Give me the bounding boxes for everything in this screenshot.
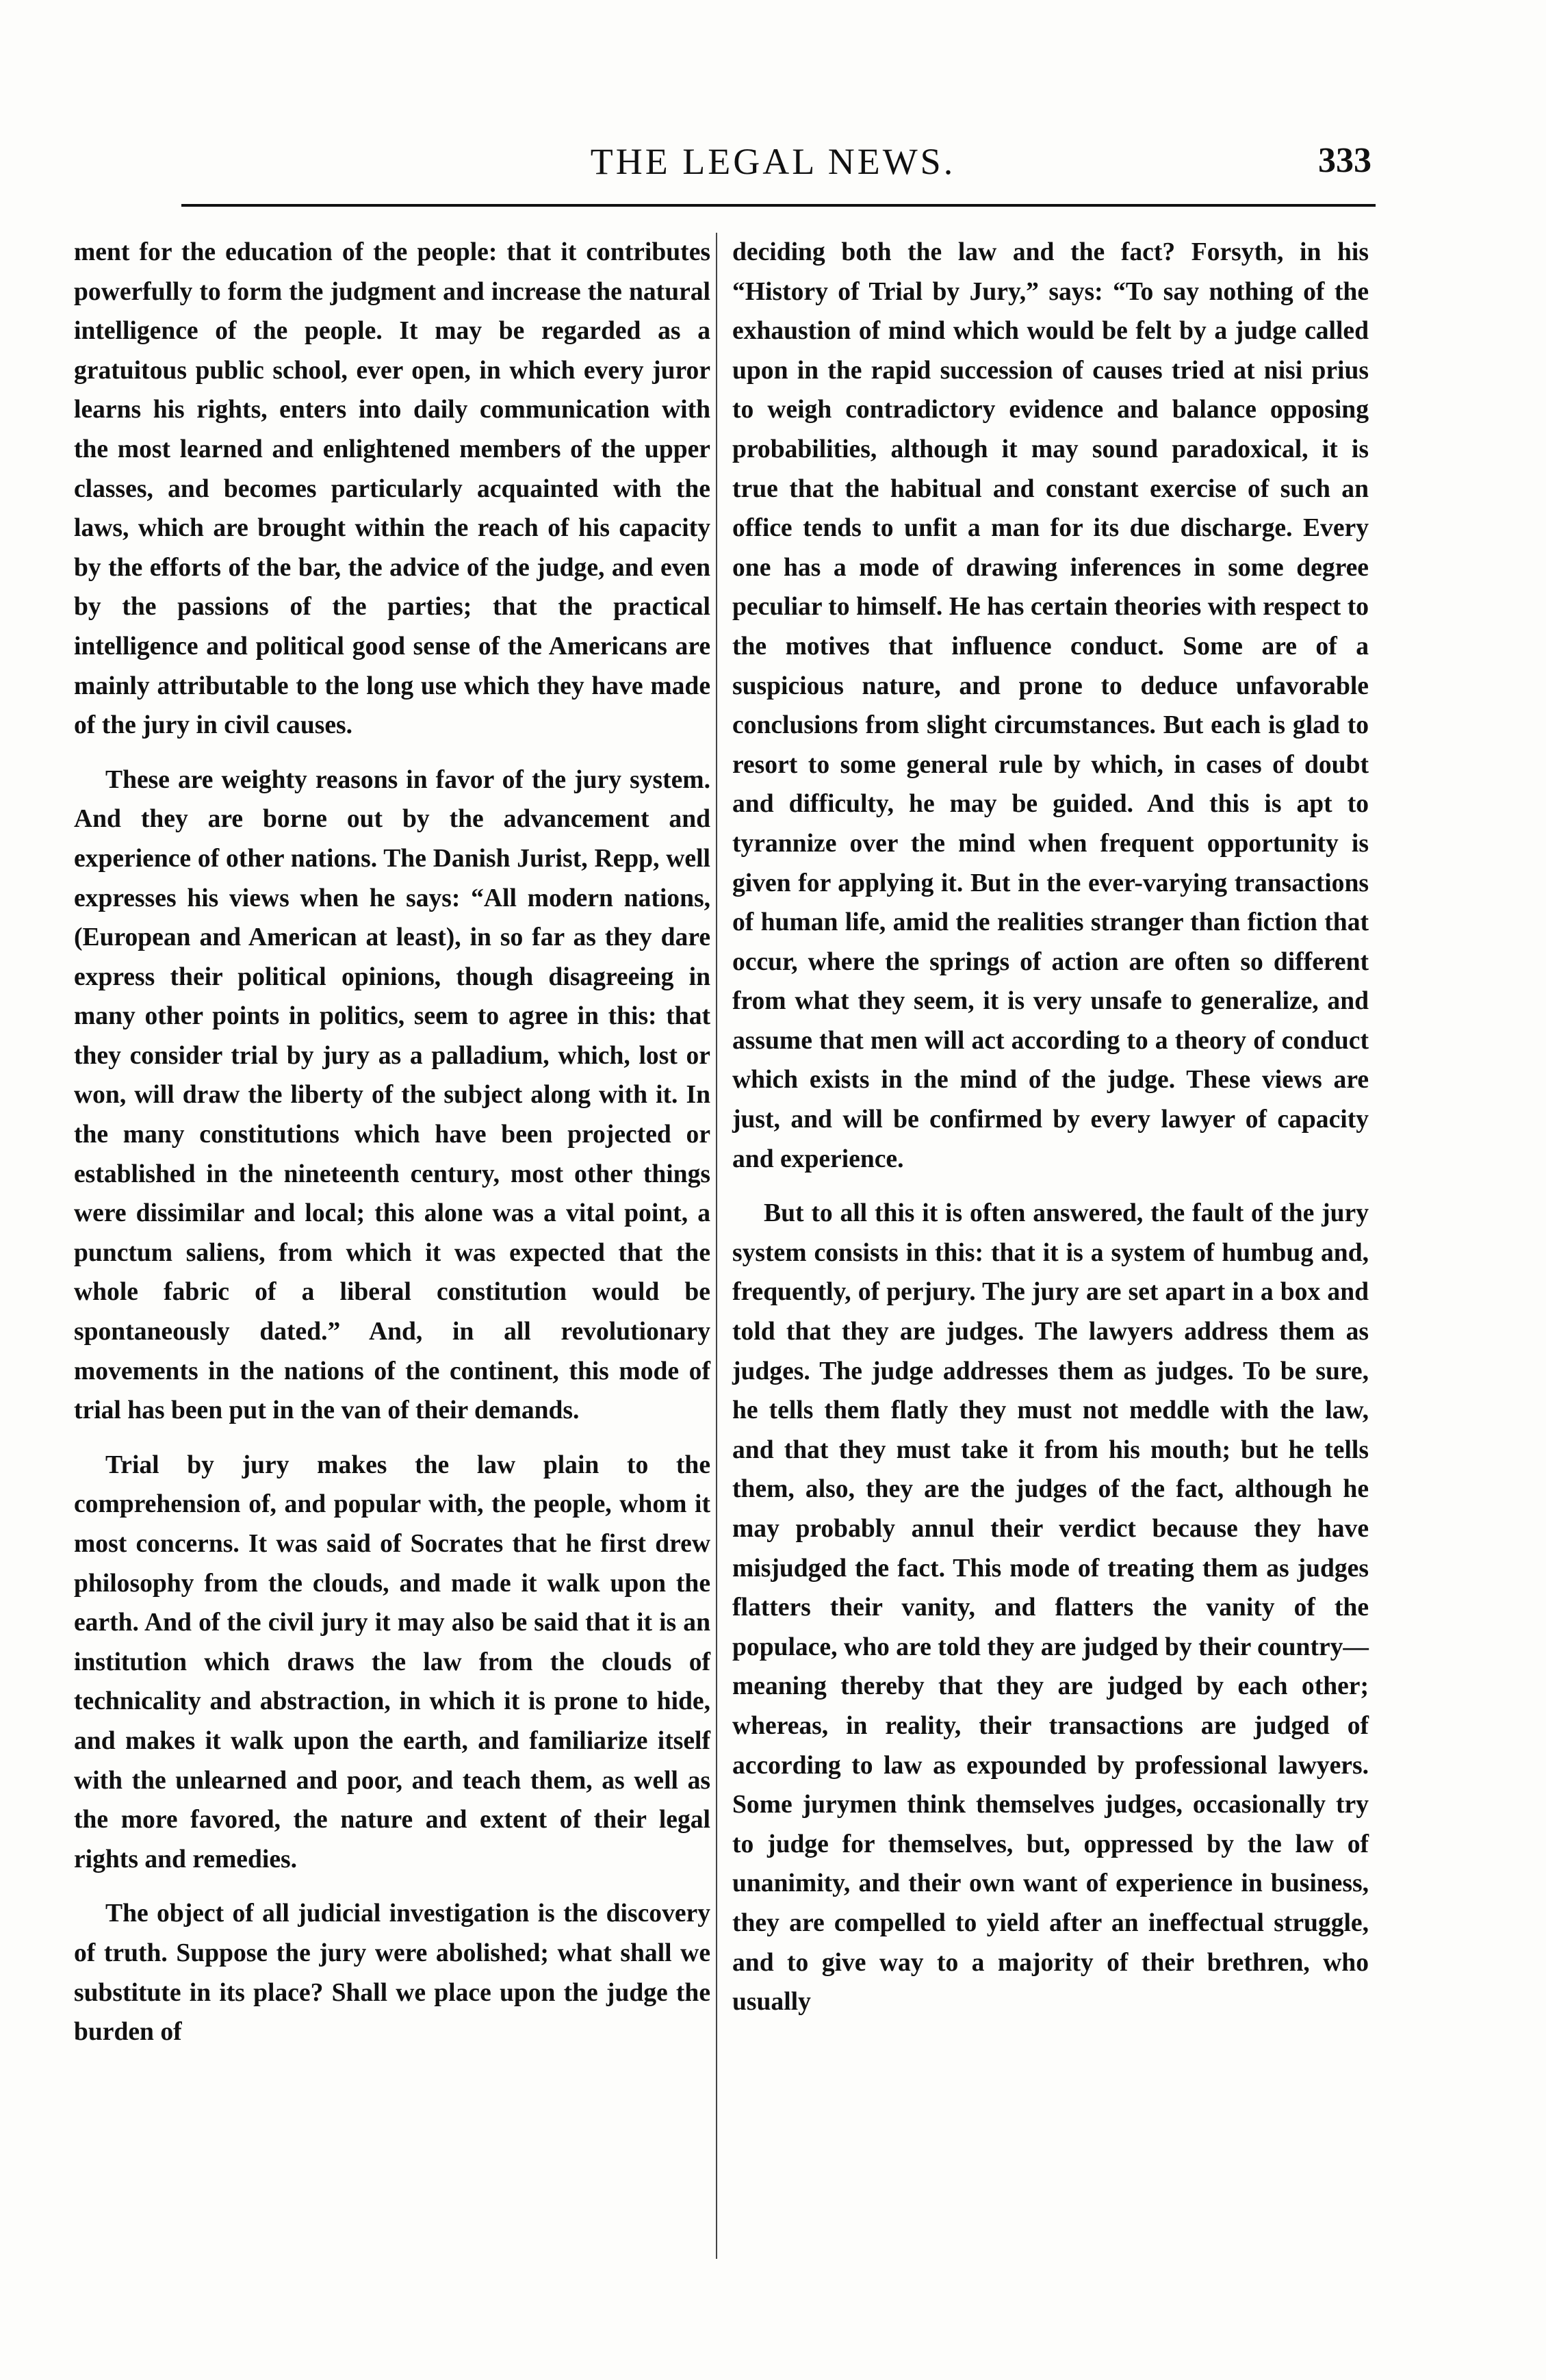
column-divider [716,233,717,2259]
header-rule [181,204,1376,207]
page-header [0,140,1546,195]
right-paragraph-1: deciding both the law and the fact? Forsyth, in his “History of Trial by Jury,” says: “To say nothing of the exhaustion of mind which would be felt by a judge called upon in the rapid succession of causes tried at nisi prius to weigh contradictory evidence and balance opposing probabilities, although it may sound paradoxical, it is true that the habitual and constant exercise of such an office tends to unfit a man for its due discharge. Every one has a mode of drawing inferences in some degree peculiar to himself. He has certain theories with respect to the motives that influence conduct. Some are of a suspicious nature, and prone to deduce unfavorable conclusions from slight circumstances. But each is glad to resort to some general rule by which, in cases of doubt and difficulty, he may be guided. And this is apt to tyrannize over the mind when frequent opportunity is given for applying it. But in the ever-varying transactions of human life, amid the realities stranger than fiction that occur, where the springs of action are often so different from what they seem, it is very unsafe to generalize, and assume that men will act according to a theory of conduct which exists in the mind of the judge. These views are just, and will be confirmed by every lawyer of capacity and experience. [732,238,1369,1173]
left-paragraph-4: The object of all judicial investigation is the discovery of truth. Suppose the jury were abolished; what shall we substitute in its place? Shall we place upon the judge the burden of [74,1899,710,2047]
page-number: 333 [1318,141,1371,180]
running-title: THE LEGAL NEWS. [590,141,956,182]
left-paragraph-3: Trial by jury makes the law plain to the comprehension of, and popular with, the people, whom it most concerns. It was said of Socrates that he first drew philosophy from the clouds, and made it walk upon the earth. And of the civil jury it may also be said that it is an institution which draws the law from the clouds of technicality and abstraction, in which it is prone to hide, and makes it walk upon the earth, and familiarize itself with the unlearned and poor, and teach them, as well as the more favored, the nature and extent of their legal rights and remedies. [74,1450,710,1873]
left-paragraph-1: ment for the education of the people: that it contributes powerfully to form the judgment and increase the natural intelligence of the people. It may be regarded as a gratuitous public school, ever open, in which every juror learns his rights, enters into daily communication with the most learned and enlightened members of the upper classes, and becomes particularly acquainted with the laws, which are brought within the reach of his capacity by the efforts of the bar, the advice of the judge, and even by the passions of the parties; that the practical intelligence and political good sense of the Americans are mainly attributable to the long use which they have made of the jury in civil causes. [74,238,710,740]
right-column [732,233,1369,2259]
right-paragraph-2: But to all this it is often answered, the fault of the jury system consists in this: that it is a system of humbug and, frequently, of perjury. The jury are set apart in a box and told that they are judges. The lawyers address them as judges. The judge addresses them as judges. To be sure, he tells them flatly they must not meddle with the law, and that they must take it from his mouth; but he tells them, also, they are the judges of the fact, although he may probably annul their verdict because they have misjudged the fact. This mode of treating them as judges flatters their vanity, and flatters the vanity of the populace, who are told they are judged by their country—meaning thereby that they are judged by each other; whereas, in reality, their transactions are judged of according to law as expounded by professional lawyers. Some jurymen think themselves judges, occasionally try to judge for themselves, but, oppressed by the law of unanimity, and their own want of experience in business, they are compelled to yield after an ineffectual struggle, and to give way to a majority of their brethren, who usually [732,1199,1369,2017]
left-column [74,233,710,2259]
left-paragraph-2: These are weighty reasons in favor of the jury system. And they are borne out by the advancement and experience of other nations. The Danish Jurist, Repp, well expresses his views when he says: “All modern nations, (European and American at least), in so far as they dare express their political opinions, though disagreeing in many other points in politics, seem to agree in this: that they consider trial by jury as a palladium, which, lost or won, will draw the liberty of the subject along with it. In the many constitutions which have been projected or established in the nineteenth century, most other things were dissimilar and local; this alone was a vital point, a punctum saliens, from which it was expected that the whole fabric of a liberal constitution would be spontaneously dated.” And, in all revolutionary movements in the nations of the continent, this mode of trial has been put in the van of their demands. [74,765,710,1425]
